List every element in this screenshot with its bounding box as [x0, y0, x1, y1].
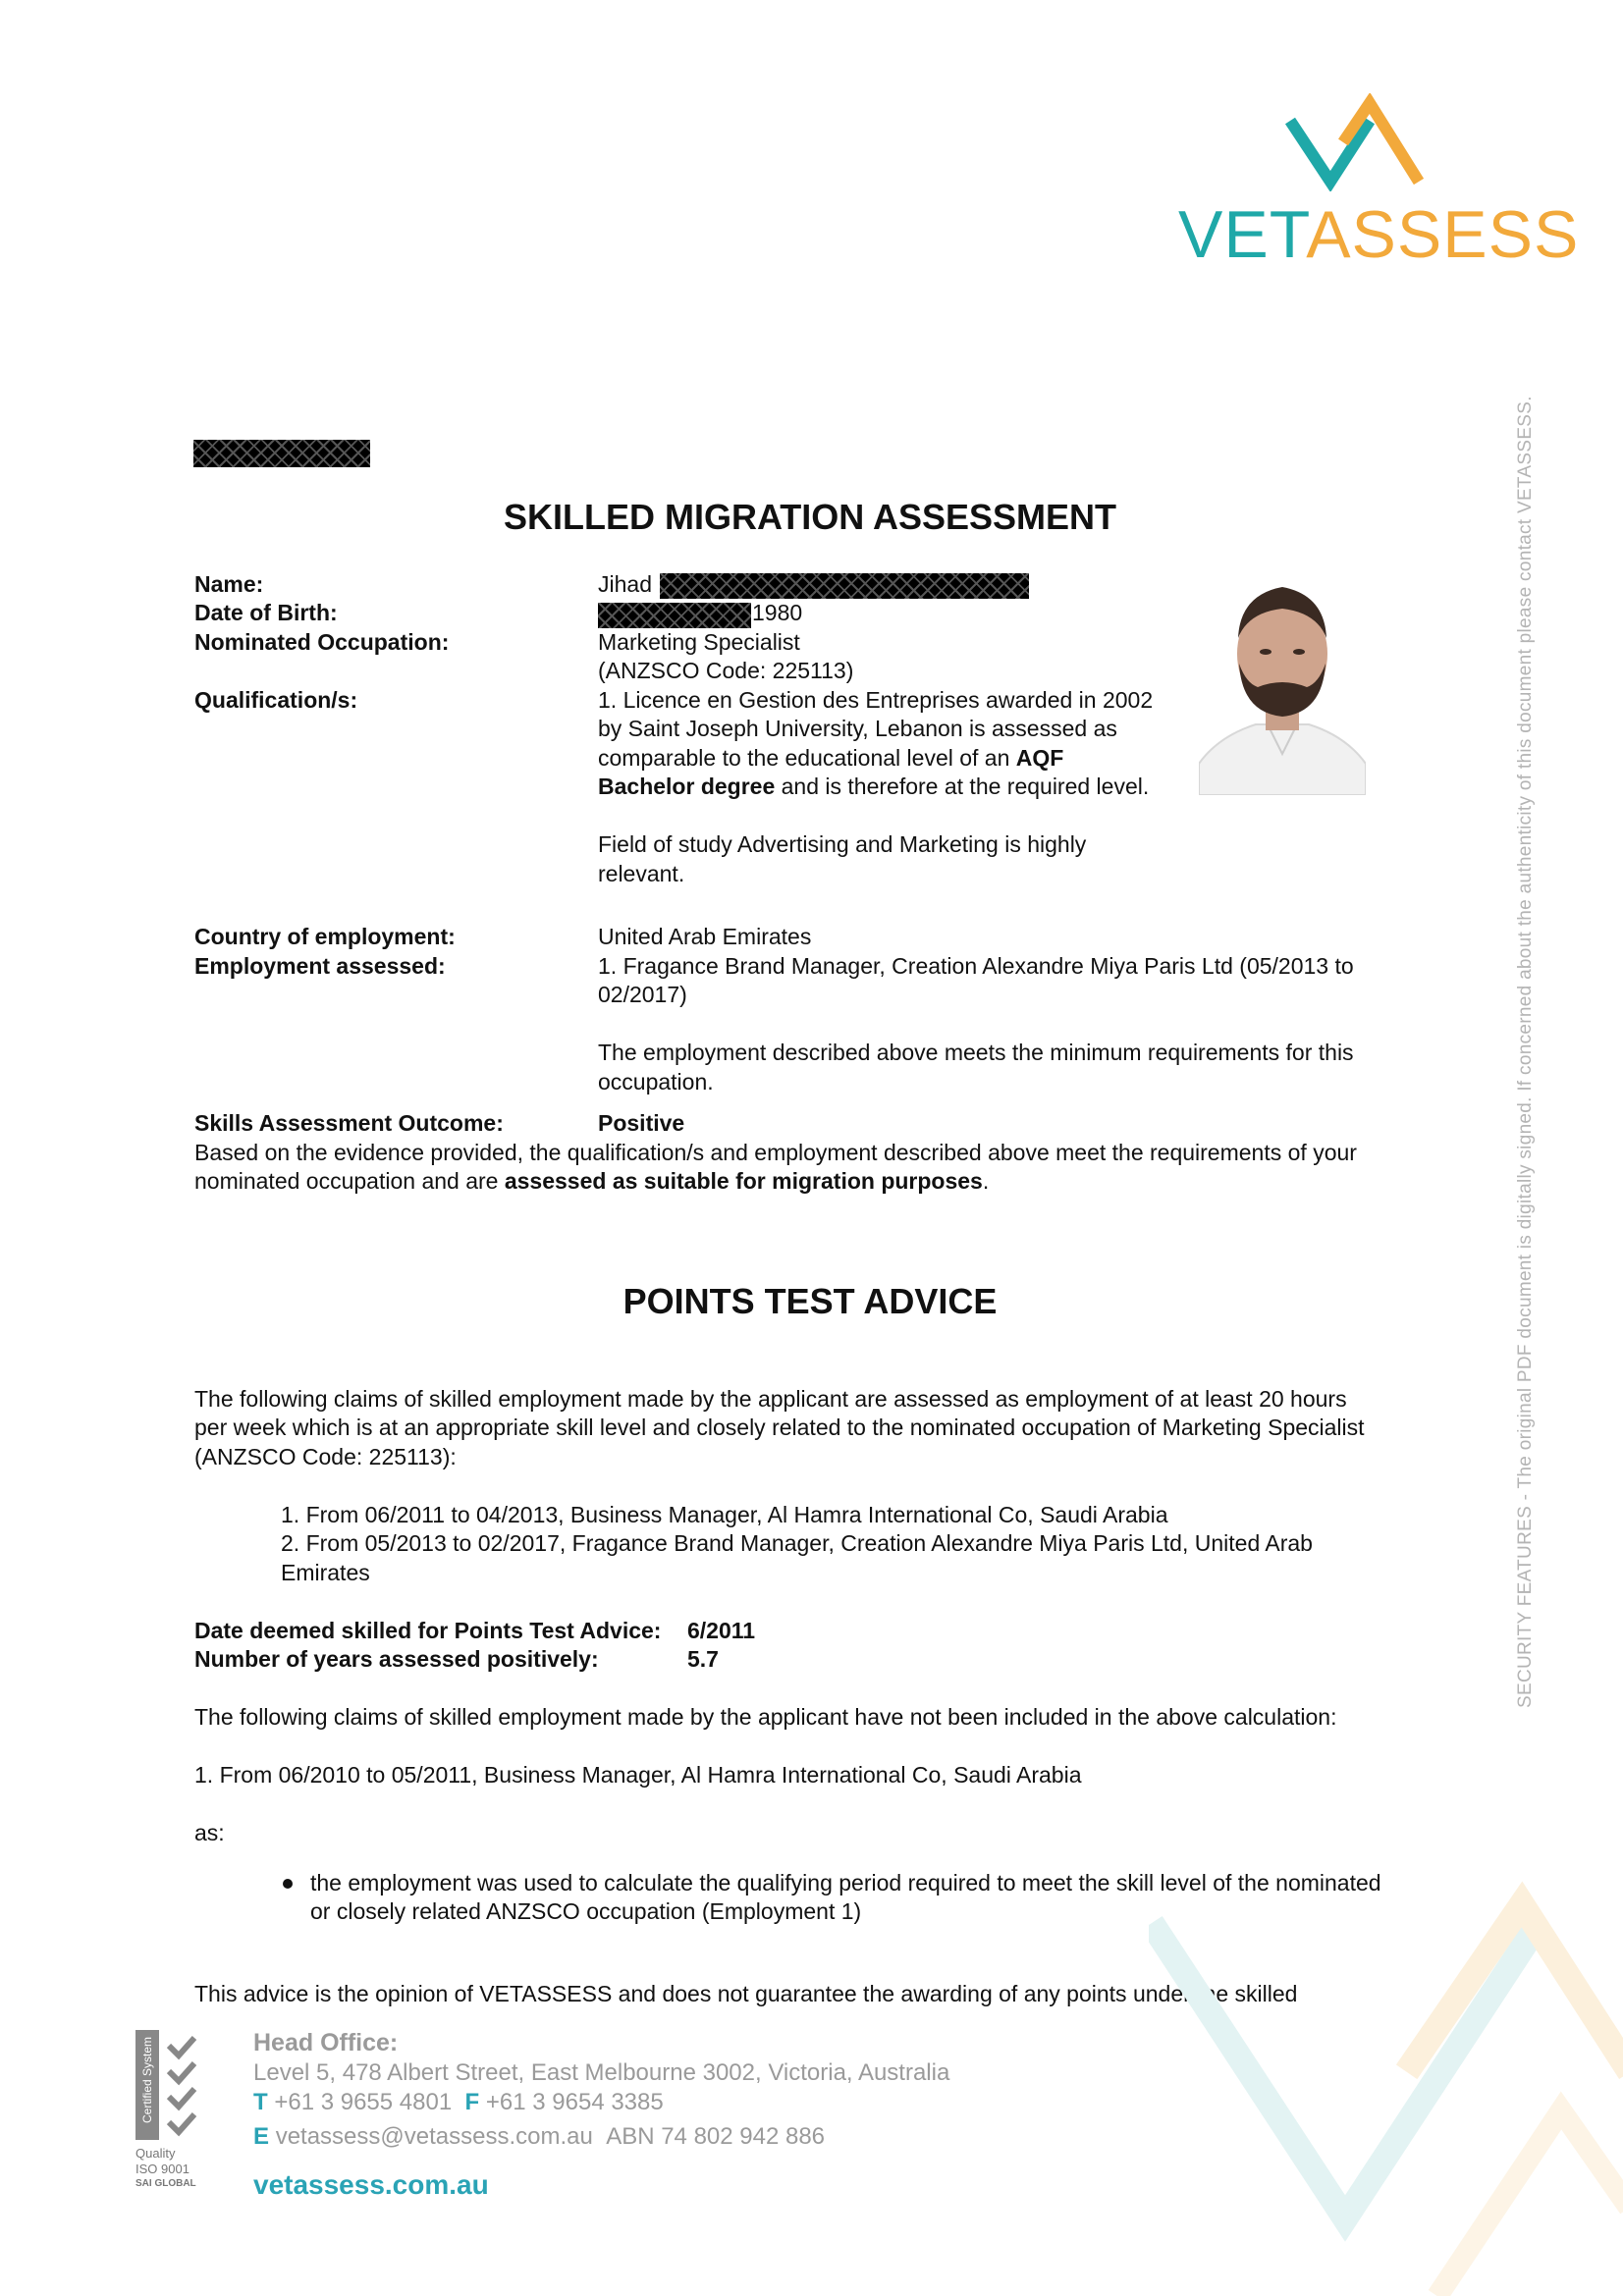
opinion-line: This advice is the opinion of VETASSESS and does not guarantee the awarding of any points under the skilled [194, 1981, 1298, 2006]
email-label: E [253, 2123, 270, 2150]
fax-label: F [464, 2089, 480, 2115]
points-intro-line: The following claims of skilled employment made by the applicant are assessed as employment of at least 20 hours [194, 1386, 1347, 1412]
qualification-text: and is therefore at the required level. [775, 774, 1150, 799]
field-of-study-line: relevant. [598, 861, 685, 886]
evidence-text: nominated occupation and are [194, 1168, 505, 1194]
website-link[interactable]: vetassess.com.au [253, 2169, 489, 2200]
page-title: SKILLED MIGRATION ASSESSMENT [503, 497, 1117, 537]
logo-chevron-icon [1276, 93, 1443, 191]
head-office-label: Head Office: [253, 2029, 399, 2056]
logo-text-assess: ASSESS [1306, 197, 1580, 272]
points-intro-line: per week which is at an appropriate skill level and closely related to the nominated occupation of Marketing Specialist [194, 1415, 1365, 1440]
logo-text-vet: VET [1178, 197, 1307, 272]
excluded-claim: 1. From 06/2010 to 05/2011, Business Manager, Al Hamra International Co, Saudi Arabia [194, 1762, 1082, 1788]
field-of-study-line: Field of study Advertising and Marketing is highly [598, 831, 1087, 857]
abn-number: ABN 74 802 942 886 [606, 2123, 826, 2150]
quality-text: Quality [135, 2146, 176, 2161]
qualification-line: 1. Licence en Gestion des Entreprises awarded in 2002 [598, 687, 1154, 713]
points-title: POINTS TEST ADVICE [622, 1281, 998, 1321]
email-address[interactable]: vetassess@vetassess.com.au [275, 2123, 593, 2150]
years-value: 5.7 [687, 1646, 719, 1672]
country-label: Country of employment: [194, 924, 456, 949]
evidence-text: . [982, 1168, 990, 1194]
suitable-text: assessed as suitable for migration purposes [504, 1168, 983, 1194]
evidence-line [194, 1167, 989, 1197]
occupation-label: Nominated Occupation: [194, 629, 450, 655]
employment-line: 02/2017) [598, 982, 687, 1007]
employment-label: Employment assessed: [194, 953, 446, 979]
redacted-surname [660, 573, 1029, 599]
sai-global-text: SAI GLOBAL [135, 2178, 196, 2189]
phone-label: T [253, 2089, 268, 2115]
certified-system-text: Certified System [140, 2036, 154, 2124]
name-value: Jihad [598, 571, 652, 597]
bullet-line: the employment was used to calculate the qualifying period required to meet the skill level of the nominated [310, 1870, 1381, 1896]
phone-number: +61 3 9655 4801 [274, 2089, 453, 2115]
as-label: as: [194, 1820, 225, 1845]
bachelor-degree-text: Bachelor degree [598, 774, 776, 799]
qualification-line [598, 744, 1063, 774]
country-value: United Arab Emirates [598, 924, 812, 949]
fax-number: +61 3 9654 3385 [485, 2089, 664, 2115]
employment-claim: Emirates [281, 1560, 370, 1585]
anzsco-code: (ANZSCO Code: 225113) [598, 658, 854, 683]
checkmarks-icon [163, 2032, 212, 2140]
qualification-text: comparable to the educational level of an [598, 745, 1016, 771]
qualification-line: by Saint Joseph University, Lebanon is assessed as [598, 716, 1117, 741]
dob-value: 1980 [752, 600, 803, 625]
redacted-dob [598, 603, 751, 628]
points-intro-line: (ANZSCO Code: 225113): [194, 1444, 457, 1469]
employment-line: 1. Fragance Brand Manager, Creation Alexandre Miya Paris Ltd (05/2013 to [598, 953, 1354, 979]
phone-line [253, 2089, 664, 2116]
employment-meets-line: The employment described above meets the minimum requirements for this [598, 1040, 1354, 1065]
excluded-intro: The following claims of skilled employment made by the applicant have not been included in the above calculation: [194, 1704, 1337, 1730]
office-address: Level 5, 478 Albert Street, East Melbourne 3002, Victoria, Australia [253, 2059, 950, 2086]
employment-meets-line: occupation. [598, 1069, 714, 1095]
bullet-icon [283, 1879, 293, 1889]
dob-label: Date of Birth: [194, 600, 338, 625]
deemed-label: Date deemed skilled for Points Test Advice: [194, 1618, 662, 1643]
aqf-text: AQF [1015, 745, 1064, 771]
qualification-label: Qualification/s: [194, 687, 358, 713]
outcome-value: Positive [598, 1110, 685, 1136]
employment-claim: 1. From 06/2011 to 04/2013, Business Manager, Al Hamra International Co, Saudi Arabia [281, 1502, 1168, 1527]
employment-claim: 2. From 05/2013 to 02/2017, Fragance Brand Manager, Creation Alexandre Miya Paris Ltd, United Arab [281, 1530, 1313, 1556]
watermark-chevron-icon [1149, 1826, 1623, 2296]
outcome-label: Skills Assessment Outcome: [194, 1110, 504, 1136]
redacted-block [193, 440, 370, 467]
bullet-line: or closely related ANZSCO occupation (Employment 1) [310, 1898, 862, 1924]
security-features-text: SECURITY FEATURES - The original PDF document is digitally signed. If concerned about the authenticity of this document please contact VETASSESS. [1515, 396, 1536, 1708]
name-label: Name: [194, 571, 264, 597]
email-line [253, 2123, 825, 2151]
occupation-value: Marketing Specialist [598, 629, 800, 655]
years-label: Number of years assessed positively: [194, 1646, 599, 1672]
applicant-photo [1199, 567, 1366, 795]
deemed-value: 6/2011 [687, 1618, 756, 1643]
qualification-line [598, 773, 1149, 802]
iso-certification-badge [135, 2030, 212, 2193]
evidence-line: Based on the evidence provided, the qualification/s and employment described above meet the requirements of your [194, 1140, 1357, 1165]
iso-text: ISO 9001 [135, 2162, 189, 2176]
